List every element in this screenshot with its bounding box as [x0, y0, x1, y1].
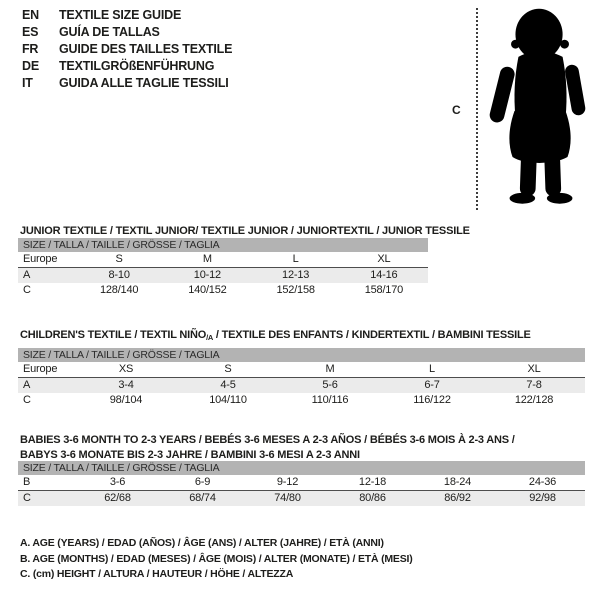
lang-row-en	[22, 7, 232, 24]
junior-row-a	[18, 268, 428, 283]
column-header-m: M	[325, 363, 335, 375]
junior-size-table	[18, 238, 428, 298]
table-cell: 128/140	[99, 284, 139, 296]
table-cell: 12-13	[282, 269, 310, 281]
table-cell: 4-5	[220, 379, 236, 391]
babies-row-c	[18, 491, 585, 506]
lang-row-es	[22, 24, 232, 41]
table-cell: 74/80	[274, 492, 301, 504]
junior-section-title: JUNIOR TEXTILE / TEXTIL JUNIOR/ TEXTILE JUNIOR / JUNIORTEXTIL / JUNIOR TESSILE	[20, 225, 470, 238]
lang-code: EN	[22, 8, 39, 22]
row-label: C	[23, 284, 31, 296]
babies-size-table	[18, 461, 585, 506]
column-header-l: L	[429, 363, 435, 375]
children-title-part2: / TEXTILE DES ENFANTS / KINDERTEXTIL / BAMBINI TESSILE	[213, 329, 531, 342]
column-header-l: L	[292, 253, 299, 265]
lang-label: GUIDA ALLE TAGLIE TESSILI	[59, 76, 229, 90]
children-column-header-row	[18, 362, 585, 378]
table-cell: 5-6	[322, 379, 338, 391]
babies-row-b	[18, 475, 585, 491]
babies-title-line2: BABYS 3-6 MONATE BIS 2-3 JAHRE / BAMBINI 3-6 MESI A 2-3 ANNI	[20, 449, 360, 462]
lang-code: ES	[22, 25, 39, 39]
table-cell: 24-36	[528, 476, 557, 488]
lang-code: IT	[22, 76, 33, 90]
legend-line-b: B. AGE (MONTHS) / EDAD (MESES) / ÂGE (MOIS) / ALTER (MONATE) / ETÀ (MESI)	[20, 552, 413, 565]
size-header-bar: SIZE / TALLA / TAILLE / GRÖSSE / TAGLIA	[18, 348, 585, 362]
column-header-xl: XL	[377, 253, 391, 265]
children-row-c	[18, 393, 585, 408]
table-cell: 6-9	[194, 476, 211, 488]
table-cell: 9-12	[276, 476, 299, 488]
size-header-bar: SIZE / TALLA / TAILLE / GRÖSSE / TAGLIA	[18, 461, 585, 475]
table-cell: 116/122	[413, 394, 451, 406]
table-cell: 18-24	[443, 476, 472, 488]
column-header-europe: Europe	[23, 363, 58, 375]
row-label: A	[23, 269, 31, 281]
children-title-subscript: /A	[206, 333, 213, 343]
lang-code: DE	[22, 59, 39, 73]
row-label: C	[23, 394, 31, 406]
column-header-xs: XS	[118, 363, 134, 375]
children-size-table	[18, 348, 585, 408]
column-header-europe: Europe	[23, 253, 58, 265]
babies-section-title	[20, 433, 515, 463]
row-label: A	[23, 379, 31, 391]
junior-row-c	[18, 283, 428, 298]
table-cell: 10-12	[193, 269, 221, 281]
table-cell: 122/128	[514, 394, 554, 406]
measurement-legend	[20, 536, 413, 583]
column-header-xl: XL	[527, 363, 541, 375]
table-cell: 3-6	[109, 476, 126, 488]
lang-row-fr	[22, 41, 232, 58]
children-section-title	[20, 329, 531, 344]
table-cell: 104/110	[209, 394, 247, 406]
height-label-c: C	[452, 103, 461, 117]
table-cell: 8-10	[108, 269, 130, 281]
table-cell: 14-16	[370, 269, 398, 281]
row-label: C	[23, 492, 31, 504]
table-cell: 86/92	[444, 492, 471, 504]
toddler-silhouette-icon	[487, 5, 595, 207]
children-row-a	[18, 378, 585, 393]
table-cell: 3-4	[118, 379, 134, 391]
children-title-part1: CHILDREN'S TEXTILE / TEXTIL NIÑO	[20, 329, 207, 342]
legend-line-a: A. AGE (YEARS) / EDAD (AÑOS) / ÂGE (ANS) / ALTER (JAHRE) / ETÀ (ANNI)	[20, 537, 384, 549]
table-cell: 92/98	[529, 492, 556, 504]
table-cell: 98/104	[109, 394, 143, 406]
column-header-m: M	[202, 253, 212, 265]
row-label: B	[23, 476, 31, 488]
lang-label: GUIDE DES TAILLES TEXTILE	[59, 42, 233, 56]
table-cell: 7-8	[526, 379, 542, 391]
size-header-bar: SIZE / TALLA / TAILLE / GRÖSSE / TAGLIA	[18, 238, 428, 252]
lang-row-de	[22, 58, 232, 75]
babies-title-line1: BABIES 3-6 MONTH TO 2-3 YEARS / BEBÉS 3-6 MESES A 2-3 AÑOS / BÉBÉS 3-6 MOIS À 2-3 ANS /	[20, 434, 515, 447]
column-header-s: S	[115, 253, 123, 265]
language-title-list	[22, 7, 232, 92]
lang-label: GUÍA DE TALLAS	[59, 25, 160, 39]
table-cell: 158/170	[364, 284, 404, 296]
table-cell: 110/116	[311, 394, 349, 406]
table-cell: 6-7	[424, 379, 440, 391]
table-cell: 12-18	[358, 476, 387, 488]
lang-label: TEXTILGRÖßENFÜHRUNG	[59, 59, 215, 73]
table-cell: 152/158	[276, 284, 315, 296]
lang-row-it	[22, 75, 232, 92]
lang-label: TEXTILE SIZE GUIDE	[59, 8, 182, 22]
column-header-s: S	[224, 363, 232, 375]
junior-column-header-row	[18, 252, 428, 268]
lang-code: FR	[22, 42, 39, 56]
table-cell: 80/86	[359, 492, 386, 504]
height-dotted-line	[476, 8, 478, 210]
table-cell: 62/68	[104, 492, 131, 504]
table-cell: 68/74	[189, 492, 216, 504]
table-cell: 140/152	[188, 284, 227, 296]
legend-line-c: C. (cm) HEIGHT / ALTURA / HAUTEUR / HÖHE / ALTEZZA	[20, 568, 294, 580]
